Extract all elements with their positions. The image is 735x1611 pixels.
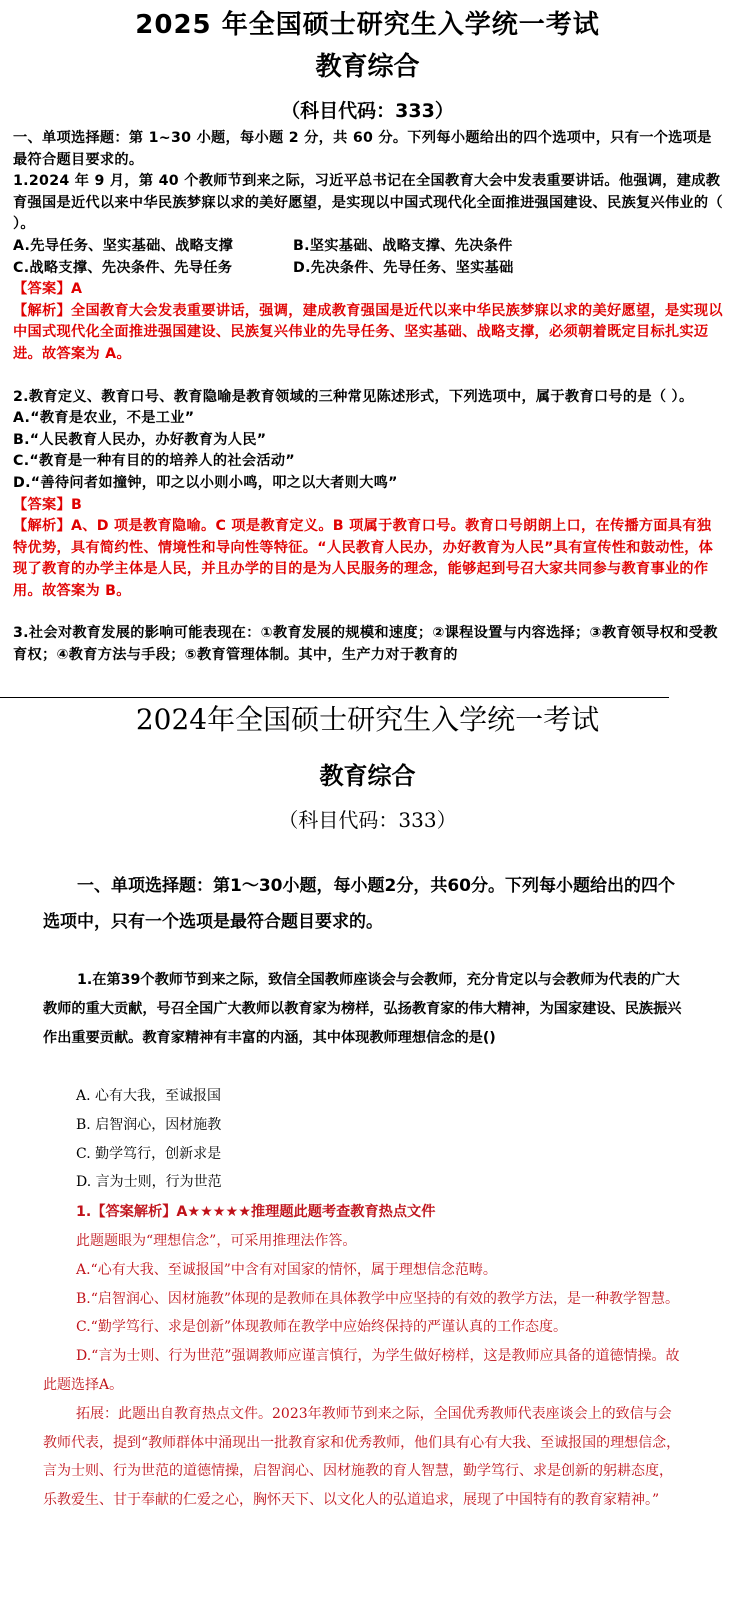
question-2-option-c: C.“教育是一种有目的的培养人的社会活动” [13,453,295,470]
exam-2025-subject: 教育综合 [315,52,420,82]
exam-2024-document [0,698,735,1611]
analysis-paragraph: D.“言为士则、行为世范”强调教师应谨言慎行，为学生做好榜样，这是教师应具备的道德情操。故此题选择A。 [43,1348,680,1393]
exam-2024-code: （科目代码：333） [278,808,457,832]
analysis-paragraph: 拓展：此题出自教育热点文件。2023年教师节到来之际，全国优秀教师代表座谈会上的致信与会教师代表，提到“教师群体中涌现出一批教育家和优秀教师，他们具有心有大我、至诚报国的理想信念，言为士则、行为世范的道德情操，启智润心、因材施教的育人智慧，勤学笃行、求是创新的躬耕态度，乐教爱生、甘于奉献的仁爱之心，胸怀天下、以文化人的弘道追求，展现了中国特有的教育家精神。” [43,1405,681,1509]
question-1-option-c: C.战略支撑、先决条件、先导任务 [13,259,233,276]
question-1-option-d: D.先决条件、先导任务、坚实基础 [293,259,514,276]
question-1-options-row-1 [13,236,723,258]
exam-2025-body [13,128,723,667]
question-2-option-a: A.“教育是农业，不是工业” [13,410,195,427]
question-1-analysis [43,1227,683,1515]
question-1-option-a: A. 心有大我，至诚报国 [76,1088,222,1104]
exam-2025-code: （科目代码：333） [281,100,454,122]
question-1-options [76,1082,222,1197]
exam-2025-title: 2025 年全国硕士研究生入学统一考试 [135,10,600,40]
question-1-options-row-2 [13,258,723,280]
spacer [13,602,723,623]
question-1-option-c: C. 勤学笃行，创新求是 [76,1145,222,1162]
analysis-paragraph: C.“勤学笃行、求是创新”体现教师在教学中应始终保持的严谨认真的工作态度。 [76,1319,567,1336]
question-2-option-b: B.“人民教育人民办，办好教育为人民” [13,431,267,448]
exam-2025-document [0,0,735,714]
question-1-stem: 1.在第39个教师节到来之际，致信全国教师座谈会与会教师，充分肯定以与会教师为代表的广大教师的重大贡献，号召全国广大教师以教育家为榜样，弘扬教育家的伟大精神，为国家建设、民族振兴作出重要贡献。教育家精神有丰富的内涵，其中体现教师理想信念的是() [43,972,682,1046]
analysis-paragraph: A.“心有大我、至诚报国”中含有对国家的情怀，属于理想信念范畴。 [76,1261,497,1278]
question-1-option-b: B. 启智润心，因材施教 [76,1116,222,1133]
exam-2024-subject: 教育综合 [319,762,416,790]
question-1-option-d: D. 言为士则，行为世范 [76,1174,222,1191]
question-1-stem: 1.2024 年 9 月，第 40 个教师节到来之际，习近平总书记在全国教育大会中发表重要讲话。他强调，建成教育强国是近代以来中华民族梦寐以求的美好愿望，是实现以中国式现代化全面推进强国建设、民族复兴伟业的（ ）。 [13,173,723,233]
question-2-analysis: 【解析】A、D 项是教育隐喻。C 项是教育定义。B 项属于教育口号。教育口号朗朗上口，在传播方面具有独特优势，具有简约性、情境性和导向性等特征。“人民教育人民办，办好教育为人民”具有宣传性和鼓动性，体现了教育的办学主体是人民，并且办学的目的是为人民服务的理念，能够起到号召大家共同参与教育事业的作用。故答案为 B。 [13,518,714,599]
question-1-answer: 1.【答案解析】A★★★★★推理题此题考查教育热点文件 [76,1204,436,1220]
question-2-answer: 【答案】B [13,496,83,513]
question-2-option-d: D.“善待问者如撞钟，叩之以小则小鸣，叩之以大者则大鸣” [13,474,398,491]
question-1-analysis: 【解析】全国教育大会发表重要讲话，强调，建成教育强国是近代以来中华民族梦寐以求的美好愿望，是实现以中国式现代化全面推进强国建设、民族复兴伟业的先导任务、坚实基础、战略支撑，必须朝着既定目标扎实迈进。故答案为 A。 [13,302,723,362]
analysis-paragraph: 此题题眼为“理想信念”，可采用推理法作答。 [76,1233,357,1249]
analysis-paragraph: B.“启智润心、因材施教”体现的是教师在具体教学中应坚持的有效的教学方法，是一种教学智慧。 [76,1290,680,1307]
question-3-stem: 3.社会对教育发展的影响可能表现在：①教育发展的规模和速度；②课程设置与内容选择；③教育领导权和受教育权；④教育方法与手段；⑤教育管理体制。其中，生产力对于教育的 [13,625,718,664]
section-intro: 一、单项选择题：第1～30小题，每小题2分，共60分。下列每小题给出的四个选项中，只有一个选项是最符合题目要求的。 [43,876,675,932]
question-1-answer: 【答案】A [13,281,83,298]
exam-2024-title: 2024年全国硕士研究生入学统一考试 [135,703,600,736]
spacer [13,366,723,387]
question-2-stem: 2.教育定义、教育口号、教育隐喻是教育领域的三种常见陈述形式，下列选项中，属于教育口号的是（ ）。 [13,388,694,405]
question-1-option-a: A.先导任务、坚实基础、战略支撑 [13,237,234,254]
section-intro: 一、单项选择题：第 1~30 小题，每小题 2 分，共 60 分。下列每小题给出的四个选项中，只有一个选项是最符合题目要求的。 [13,130,712,168]
question-1-option-b: B.坚实基础、战略支撑、先决条件 [293,237,513,254]
